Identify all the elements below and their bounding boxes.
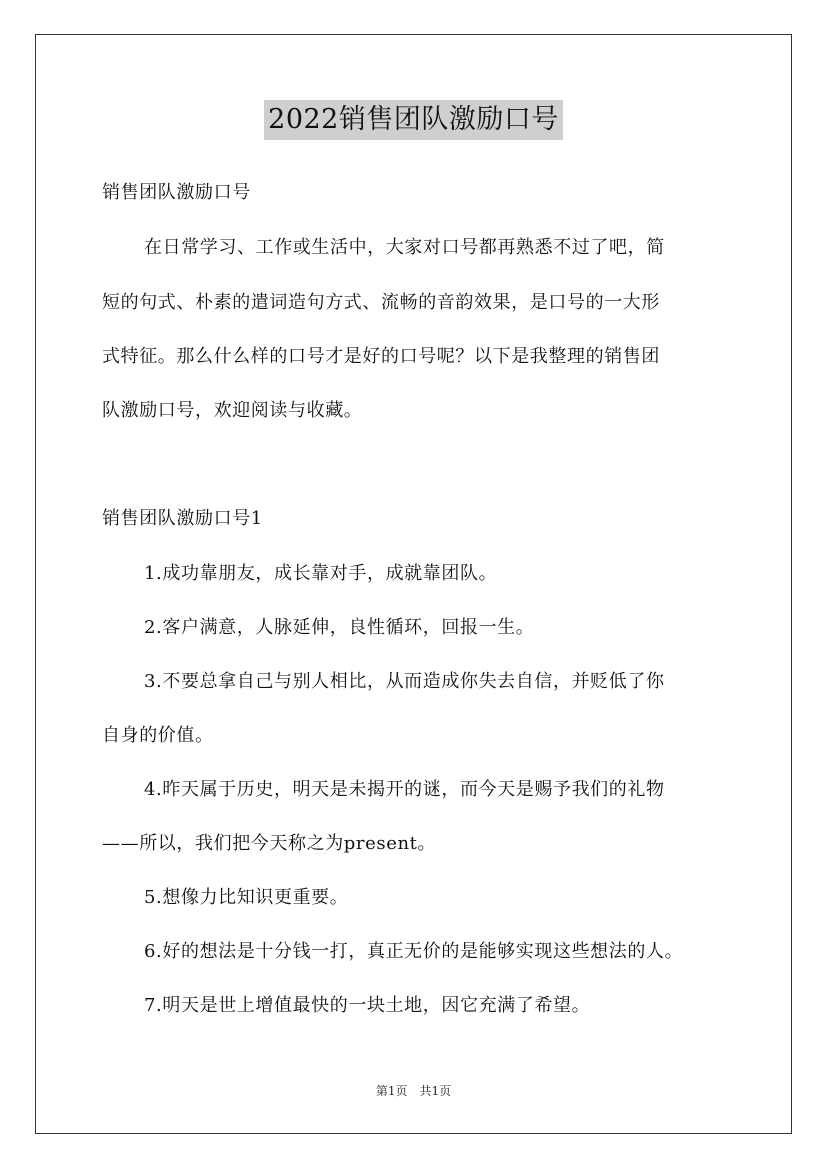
intro-line-2: 短的句式、朴素的遣词造句方式、流畅的音韵效果，是口号的一大形 [102, 292, 660, 313]
intro-line-1: 在日常学习、工作或生活中，大家对口号都再熟悉不过了吧，简 [144, 237, 665, 258]
list-item-5: 5.想像力比知识更重要。 [144, 887, 349, 908]
list-item-1: 1.成功靠朋友，成长靠对手，成就靠团队。 [144, 563, 498, 584]
list-item-4: 4.昨天属于历史，明天是未揭开的谜，而今天是赐予我们的礼物 [144, 779, 665, 800]
list-item-3-continued: 自身的价值。 [102, 725, 214, 746]
intro-line-3: 式特征。那么什么样的口号才是好的口号呢？以下是我整理的销售团 [102, 346, 660, 367]
list-item-6: 6.好的想法是十分钱一打，真正无价的是能够实现这些想法的人。 [144, 941, 684, 962]
page-number: 第1页 共1页 [375, 1084, 452, 1098]
list-item-4-continued: ——所以，我们把今天称之为present。 [102, 833, 437, 854]
list-item-3: 3.不要总拿自己与别人相比，从而造成你失去自信，并贬低了你 [144, 671, 665, 692]
section-heading: 销售团队激励口号1 [102, 508, 263, 529]
subtitle: 销售团队激励口号 [102, 182, 251, 203]
list-item-7: 7.明天是世上增值最快的一块土地，因它充满了希望。 [144, 995, 591, 1016]
document-title: 2022销售团队激励口号 [264, 100, 563, 140]
list-item-2: 2.客户满意，人脉延伸，良性循环，回报一生。 [144, 617, 535, 638]
title-container [0, 100, 827, 140]
intro-line-4: 队激励口号，欢迎阅读与收藏。 [102, 400, 363, 421]
